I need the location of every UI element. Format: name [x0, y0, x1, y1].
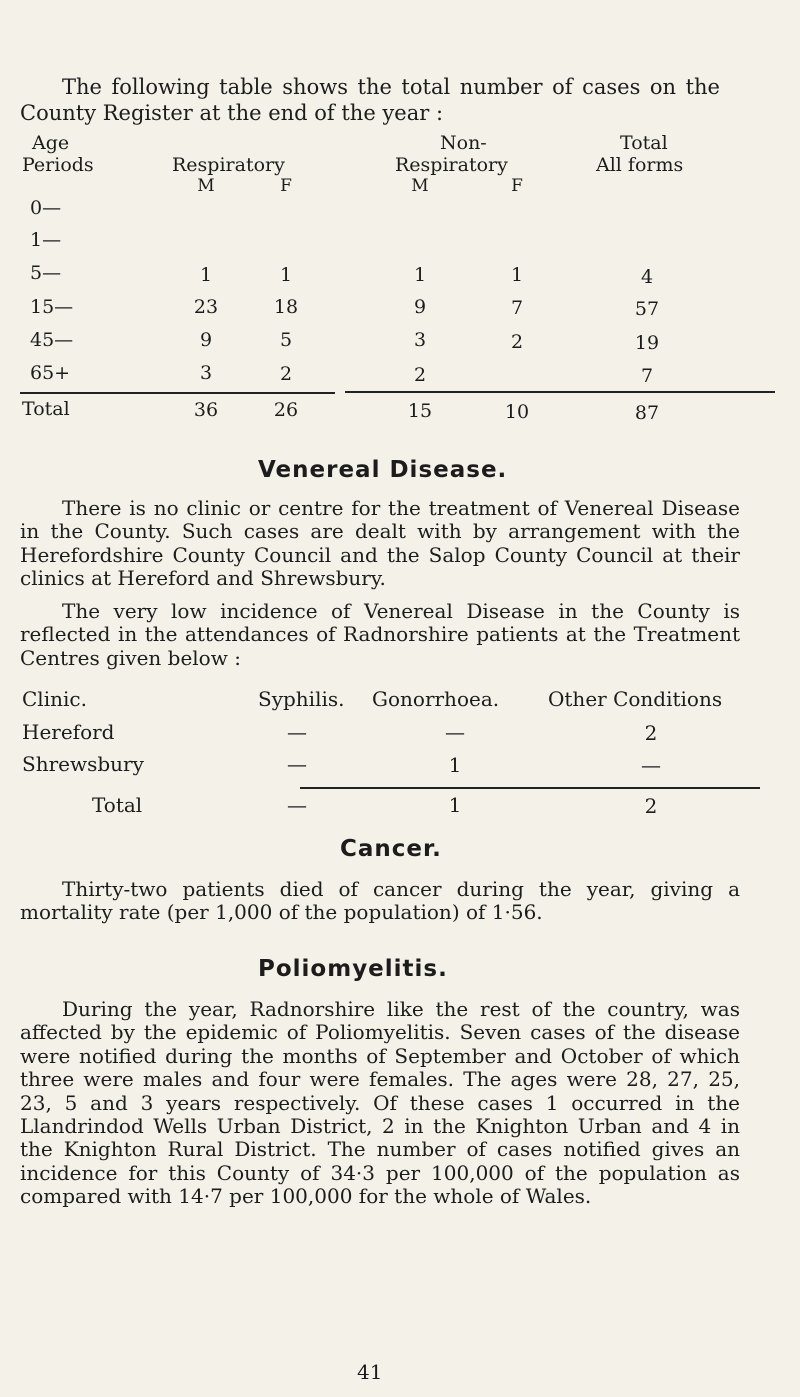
total-cell: 57: [634, 298, 660, 320]
total-label: Total: [92, 793, 143, 817]
other-cell: 2: [644, 721, 658, 745]
intro-text: The following table shows the total number of cases on the County Register at the end of the year :: [20, 75, 720, 125]
syphilis-total: —: [287, 793, 307, 817]
total-label: Total: [22, 398, 70, 420]
venereal-text-2: The very low incidence of Venereal Disease in the County is reflected in the attendances of Radnorshire patients at the Treatment Centres given below :: [20, 599, 740, 670]
nonresp-m-cell: 9: [413, 296, 427, 318]
venereal-heading: Venereal Disease.: [258, 457, 508, 483]
intro-paragraph: [20, 74, 720, 126]
nonresp-f-cell: 1: [510, 264, 524, 286]
header-gonorrhoea: Gonorrhoea.: [372, 687, 500, 711]
header-resp-f: F: [280, 176, 292, 196]
resp-m-cell: 9: [199, 329, 213, 351]
header-nonresp-f: F: [511, 176, 523, 196]
age-cell: 45—: [30, 329, 74, 351]
syphilis-cell: —: [287, 720, 307, 744]
cancer-paragraph: [20, 878, 740, 925]
gonorrhoea-total: 1: [448, 793, 462, 817]
cancer-text: Thirty-two patients died of cancer during the year, giving a mortality rate (per 1,000 of the population) of 1·56.: [20, 877, 740, 925]
grand-total: 87: [634, 402, 660, 424]
age-cell: 1—: [30, 229, 62, 251]
venereal-paragraph-1: [20, 497, 740, 591]
nonresp-m-cell: 2: [413, 364, 427, 386]
nonresp-m-cell: 3: [413, 329, 427, 351]
resp-f-cell: 2: [279, 363, 293, 385]
other-total: 2: [644, 794, 658, 818]
page-number: 41: [357, 1360, 383, 1384]
header-all-forms: All forms: [596, 154, 684, 176]
resp-f-total: 26: [273, 399, 299, 421]
age-cell: 0—: [30, 197, 62, 219]
header-non-respiratory: Respiratory: [395, 154, 508, 176]
nonresp-m-total: 15: [407, 400, 433, 422]
gonorrhoea-cell: 1: [448, 753, 462, 777]
nonresp-m-cell: 1: [413, 264, 427, 286]
table-rule: [345, 391, 775, 393]
venereal-paragraph-2: [20, 600, 740, 670]
total-cell: 19: [634, 332, 660, 354]
header-total: Total: [620, 132, 668, 154]
resp-m-total: 36: [193, 399, 219, 421]
age-cell: 15—: [30, 296, 74, 318]
table-rule: [300, 787, 760, 789]
resp-f-cell: 1: [279, 264, 293, 286]
gonorrhoea-cell: —: [445, 720, 465, 744]
nonresp-f-cell: 7: [510, 297, 524, 319]
header-syphilis: Syphilis.: [258, 687, 345, 711]
header-resp-m: M: [197, 176, 215, 196]
other-cell: —: [641, 753, 661, 777]
table-rule: [20, 392, 335, 394]
clinic-cell: Hereford: [22, 720, 115, 744]
header-non: Non-: [440, 132, 487, 154]
clinic-cell: Shrewsbury: [22, 752, 144, 776]
venereal-text-1: There is no clinic or centre for the treatment of Venereal Disease in the County. Such cases are dealt with by arrangement with the Herefordshire County Council and the Salop County Council at their clinics at Hereford and Shrewsbury.: [20, 496, 740, 591]
nonresp-f-cell: 2: [510, 331, 524, 353]
polio-paragraph: [20, 998, 740, 1209]
nonresp-f-total: 10: [504, 401, 530, 423]
resp-m-cell: 23: [193, 296, 219, 318]
header-other-conditions: Other Conditions: [548, 687, 723, 711]
header-nonresp-m: M: [411, 176, 429, 196]
age-cell: 65+: [30, 362, 71, 384]
header-clinic: Clinic.: [22, 687, 87, 711]
syphilis-cell: —: [287, 752, 307, 776]
polio-text: During the year, Radnorshire like the rest of the country, was affected by the epidemic of Poliomyelitis. Seven cases of the disease were notified during the months of September and October of which three were males and four were females. The ages were 28, 27, 25, 23, 5 and 3 years respectively. Of these cases 1 occurred in the Llandrindod Wells Urban District, 2 in the Knighton Urban and 4 in the Knighton Rural District. The number of cases notified gives an incidence for this County of 34·3 per 100,000 of the population as compared with 14·7 per 100,000 for the whole of Wales.: [20, 997, 740, 1209]
polio-heading: Poliomyelitis.: [258, 956, 448, 982]
age-cell: 5—: [30, 262, 62, 284]
header-respiratory: Respiratory: [172, 154, 285, 176]
resp-f-cell: 18: [273, 296, 299, 318]
resp-m-cell: 1: [199, 264, 213, 286]
header-periods: Periods: [22, 154, 94, 176]
cancer-heading: Cancer.: [340, 836, 442, 862]
resp-m-cell: 3: [199, 362, 213, 384]
total-cell: 4: [640, 266, 654, 288]
total-cell: 7: [640, 365, 654, 387]
header-age: Age: [32, 132, 70, 154]
resp-f-cell: 5: [279, 329, 293, 351]
